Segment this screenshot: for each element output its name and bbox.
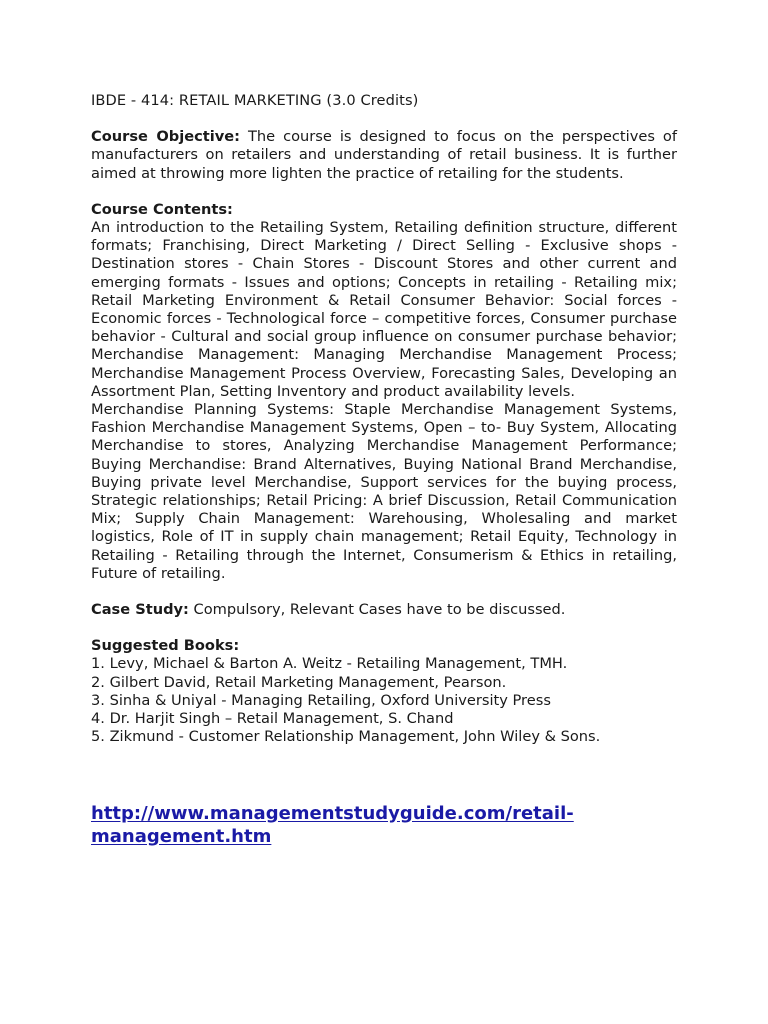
case-study-paragraph: [91, 601, 677, 619]
contents-paragraph-1: An introduction to the Retailing System, Retailing definition structure, different formats; Franchising, Direct Marketing / Direct Selling - Exclusive shops - Destination stores - Chain Stores - Discount Stores and other current and emerging formats - Issues and options; Concepts in retailing - Retailing mix; Retail Marketing Environment & Retail Consumer Behavior: Social forces - Economic forces - Technological force – competitive forces, Consumer purchase behavior - Cultural and social group influence on consumer purchase behavior; Merchandise Management: Managing Merchandise Management Process; Merchandise Management Process Overview, Forecasting Sales, Developing an Assortment Plan, Setting Inventory and product availability levels.: [91, 219, 677, 400]
reference-link[interactable]: http://www.managementstudyguide.com/retail-management.htm: [91, 802, 574, 847]
objective-section: [91, 128, 677, 183]
document-page: [91, 92, 677, 848]
book-item: 1. Levy, Michael & Barton A. Weitz - Retailing Management, TMH.: [91, 655, 568, 673]
book-item: 3. Sinha & Uniyal - Managing Retailing, Oxford University Press: [91, 691, 551, 709]
objective-label: Course Objective:: [91, 128, 240, 146]
book-item: 4. Dr. Harjit Singh – Retail Management, S. Chand: [91, 710, 454, 728]
books-section: [91, 637, 677, 746]
case-study-text: Compulsory, Relevant Cases have to be discussed.: [188, 601, 566, 619]
objective-text: The course is designed to focus on the perspectives of manufacturers on retailers and understanding of retail business. It is further aimed at throwing more lighten the practice of retailing for the students.: [91, 128, 677, 182]
course-title: IBDE - 414: RETAIL MARKETING (3.0 Credits): [91, 92, 419, 109]
contents-paragraph-2: Merchandise Planning Systems: Staple Merchandise Management Systems, Fashion Merchandise Management Systems, Open – to- Buy System, Allocating Merchandise to stores, Analyzing Merchandise Management Performance; Buying Merchandise: Brand Alternatives, Buying National Brand Merchandise, Buying private level Merchandise, Support services for the buying process, Strategic relationships; Retail Pricing: A brief Discussion, Retail Communication Mix; Supply Chain Management: Warehousing, Wholesaling and market logistics, Role of IT in supply chain management; Retail Equity, Technology in Retailing - Retailing through the Internet, Consumerism & Ethics in retailing, Future of retailing.: [91, 401, 677, 582]
case-study-section: [91, 601, 677, 619]
reference-link-block: [91, 802, 677, 848]
case-study-label: Case Study:: [91, 601, 189, 619]
objective-paragraph: [91, 128, 677, 183]
book-item: 5. Zikmund - Customer Relationship Management, John Wiley & Sons.: [91, 728, 601, 746]
books-list: [91, 655, 677, 746]
book-item: 2. Gilbert David, Retail Marketing Management, Pearson.: [91, 673, 507, 691]
contents-heading: Course Contents:: [91, 200, 233, 218]
books-heading: Suggested Books:: [91, 637, 240, 655]
contents-section: [91, 201, 677, 583]
